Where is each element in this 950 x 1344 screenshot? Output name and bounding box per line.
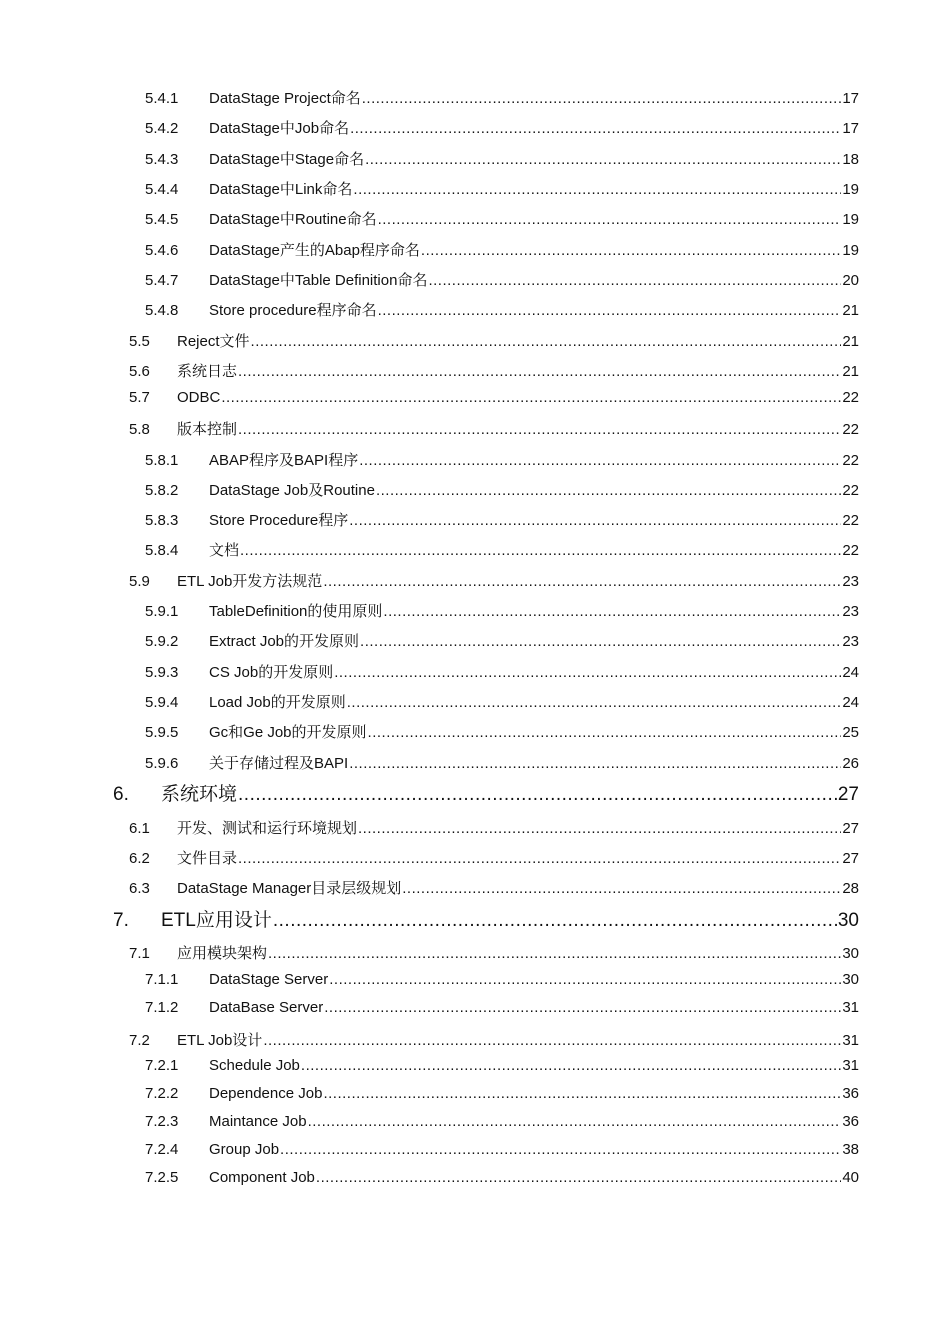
- toc-page-number: 18: [842, 151, 859, 168]
- toc-page-number: 19: [842, 211, 859, 228]
- toc-number: 5.9.5: [145, 724, 179, 741]
- toc-title: ODBC: [177, 389, 221, 406]
- dot-leader: [349, 755, 841, 772]
- toc-title: Schedule Job: [209, 1057, 300, 1074]
- toc-title: Extract Job的开发原则: [209, 633, 360, 650]
- toc-page-number: 21: [842, 363, 859, 380]
- toc-title: DataStage中Stage命名: [209, 151, 365, 168]
- dot-leader: [383, 603, 841, 620]
- toc-title: Group Job: [209, 1141, 280, 1158]
- toc-number: 7.2.2: [145, 1085, 179, 1102]
- toc-entry-5-9-3[interactable]: [145, 661, 859, 682]
- toc-entry-5-9-1[interactable]: [145, 600, 859, 621]
- toc-page-number: 31: [842, 999, 859, 1016]
- dot-leader: [350, 120, 841, 137]
- toc-number: 5.9: [129, 573, 150, 590]
- toc-page-number: 24: [842, 694, 859, 711]
- toc-number: 7.1.1: [145, 971, 179, 988]
- toc-page-number: 23: [842, 573, 859, 590]
- toc-title: Component Job: [209, 1169, 315, 1186]
- toc-entry-7-2-3[interactable]: [145, 1113, 859, 1130]
- toc-title: DataStage中Routine命名: [209, 211, 377, 228]
- toc-number: 5.8.3: [145, 512, 179, 529]
- toc-number: 7.: [113, 910, 129, 931]
- toc-number: 5.5: [129, 333, 150, 350]
- toc-title: Store procedure程序命名: [209, 302, 377, 319]
- toc-entry-5-8-2[interactable]: [145, 479, 859, 500]
- toc-number: 5.9.1: [145, 603, 179, 620]
- dot-leader: [263, 1032, 841, 1049]
- toc-title: 开发、测试和运行环境规划: [177, 820, 358, 837]
- toc-page-number: 26: [842, 755, 859, 772]
- toc-number: 6.: [113, 784, 129, 805]
- toc-page-number: 21: [842, 302, 859, 319]
- toc-title: TableDefinition的使用原则: [209, 603, 383, 620]
- dot-leader: [301, 1057, 841, 1074]
- toc-entry-5-8-4[interactable]: [145, 539, 859, 560]
- toc-title: DataStage产生的Abap程序命名: [209, 242, 420, 259]
- dot-leader: [347, 694, 842, 711]
- toc-entry-5-4-1[interactable]: [145, 87, 859, 108]
- toc-entry-5-4-4[interactable]: [145, 178, 859, 199]
- toc-entry-5-4-2[interactable]: [145, 117, 859, 138]
- toc-entry-7[interactable]: [113, 905, 859, 932]
- toc-title: 文档: [209, 542, 240, 559]
- toc-entry-7-2-2[interactable]: [145, 1085, 859, 1102]
- dot-leader: [238, 363, 841, 380]
- dot-leader: [316, 1169, 841, 1186]
- toc-title: DataStage Server: [209, 971, 329, 988]
- toc-page-number: 27: [842, 850, 859, 867]
- toc-title: Dependence Job: [209, 1085, 323, 1102]
- dot-leader: [324, 999, 841, 1016]
- toc-page-number: 20: [842, 272, 859, 289]
- toc-number: 5.9.2: [145, 633, 179, 650]
- toc-number: 5.9.6: [145, 755, 179, 772]
- toc-page-number: 22: [842, 389, 859, 406]
- toc-number: 7.2.4: [145, 1141, 179, 1158]
- dot-leader: [323, 1085, 841, 1102]
- toc-page-number: 21: [842, 333, 859, 350]
- toc-page-number: 25: [842, 724, 859, 741]
- toc-number: 5.8: [129, 421, 150, 438]
- toc-number: 5.4.7: [145, 272, 179, 289]
- dot-leader: [353, 181, 841, 198]
- toc-title: DataStage中Link命名: [209, 181, 353, 198]
- toc-title: CS Job的开发原则: [209, 664, 334, 681]
- toc-page-number: 30: [842, 945, 859, 962]
- toc-entry-6-3[interactable]: [129, 877, 859, 898]
- toc-number: 7.2.1: [145, 1057, 179, 1074]
- dot-leader: [329, 971, 841, 988]
- toc-entry-5-9-5[interactable]: [145, 721, 859, 742]
- toc-page-number: 19: [842, 181, 859, 198]
- toc-entry-5-5[interactable]: [129, 330, 859, 351]
- toc-page-number: 17: [842, 90, 859, 107]
- toc-page-number: 28: [842, 880, 859, 897]
- dot-leader: [365, 151, 841, 168]
- dot-leader: [334, 664, 841, 681]
- toc-number: 5.4.2: [145, 120, 179, 137]
- toc-page-number: 22: [842, 452, 859, 469]
- toc-page-number: 19: [842, 242, 859, 259]
- toc-entry-5-6[interactable]: [129, 360, 859, 381]
- toc-entry-5-4-3[interactable]: [145, 148, 859, 169]
- toc-number: 5.8.1: [145, 452, 179, 469]
- toc-number: 5.6: [129, 363, 150, 380]
- toc-number: 5.4.6: [145, 242, 179, 259]
- dot-leader: [378, 302, 842, 319]
- dot-leader: [359, 452, 841, 469]
- toc-entry-5-4-6[interactable]: [145, 239, 859, 260]
- toc-entry-7-2-4[interactable]: [145, 1141, 859, 1158]
- toc-page-number: 23: [842, 603, 859, 620]
- toc-title: 系统日志: [177, 363, 238, 380]
- toc-title: Load Job的开发原则: [209, 694, 346, 711]
- toc-title: ABAP程序及BAPI程序: [209, 452, 359, 469]
- toc-title: ETL Job设计: [177, 1032, 263, 1049]
- toc-entry-6-2[interactable]: [129, 847, 859, 868]
- toc-number: 6.3: [129, 880, 150, 897]
- toc-title: DataStage中Table Definition命名: [209, 272, 428, 289]
- toc-page-number: 17: [842, 120, 859, 137]
- toc-title: 关于存储过程及BAPI: [209, 755, 349, 772]
- toc-number: 5.4.3: [145, 151, 179, 168]
- dot-leader: [428, 272, 841, 289]
- toc-page-number: 36: [842, 1113, 859, 1130]
- toc-entry-5-8-3[interactable]: [145, 509, 859, 530]
- toc-entry-5-9-4[interactable]: [145, 691, 859, 712]
- toc-page-number: 23: [842, 633, 859, 650]
- toc-entry-5-9[interactable]: [129, 570, 859, 591]
- toc-entry-7-2[interactable]: [129, 1029, 859, 1050]
- toc-page-number: 40: [842, 1169, 859, 1186]
- toc-number: 5.9.4: [145, 694, 179, 711]
- toc-number: 5.7: [129, 389, 150, 406]
- toc-title: ETL应用设计: [161, 910, 272, 931]
- toc-title: Maintance Job: [209, 1113, 307, 1130]
- toc-title: ETL Job开发方法规范: [177, 573, 323, 590]
- toc-number: 6.2: [129, 850, 150, 867]
- toc-title: 系统环境: [161, 784, 238, 805]
- toc-page-number: 22: [842, 482, 859, 499]
- toc-page-number: 22: [842, 512, 859, 529]
- toc-number: 6.1: [129, 820, 150, 837]
- dot-leader: [308, 1113, 842, 1130]
- toc-title: DataStage Job及Routine: [209, 482, 375, 499]
- toc-entry-7-1-2[interactable]: [145, 999, 859, 1016]
- dot-leader: [323, 573, 841, 590]
- toc-number: 7.2: [129, 1032, 150, 1049]
- toc-entry-5-4-8[interactable]: [145, 299, 859, 320]
- toc-number: 7.2.5: [145, 1169, 179, 1186]
- toc-title: DataStage Manager目录层级规划: [177, 880, 402, 897]
- toc-page-number: 30: [842, 971, 859, 988]
- dot-leader: [378, 211, 842, 228]
- toc-entry-5-4-5[interactable]: [145, 208, 859, 229]
- toc-entry-5-8[interactable]: [129, 418, 859, 439]
- toc-title: DataStage中Job命名: [209, 120, 350, 137]
- toc-number: 5.8.4: [145, 542, 179, 559]
- toc-number: 7.2.3: [145, 1113, 179, 1130]
- toc-entry-5-7[interactable]: [129, 389, 859, 406]
- dot-leader: [280, 1141, 841, 1158]
- toc-entry-7-1[interactable]: [129, 942, 859, 963]
- toc-page-number: 38: [842, 1141, 859, 1158]
- toc-title: 文件目录: [177, 850, 238, 867]
- toc-title: DataBase Server: [209, 999, 324, 1016]
- dot-leader: [221, 389, 841, 406]
- toc-number: 5.8.2: [145, 482, 179, 499]
- toc-number: 5.4.5: [145, 211, 179, 228]
- toc-title: DataStage Project命名: [209, 90, 361, 107]
- toc-title: Gc和Ge Job的开发原则: [209, 724, 367, 741]
- toc-title: 应用模块架构: [177, 945, 268, 962]
- dot-leader: [360, 633, 841, 650]
- toc-entry-5-4-7[interactable]: [145, 269, 859, 290]
- toc-entry-5-9-2[interactable]: [145, 630, 859, 651]
- toc-page-number: 31: [842, 1032, 859, 1049]
- toc-entry-7-2-1[interactable]: [145, 1057, 859, 1074]
- dot-leader: [368, 724, 842, 741]
- toc-entry-6-1[interactable]: [129, 817, 859, 838]
- toc-page-number: 30: [837, 910, 859, 931]
- toc-page-number: 22: [842, 421, 859, 438]
- toc-number: 5.9.3: [145, 664, 179, 681]
- dot-leader: [376, 482, 841, 499]
- toc-entry-5-9-6[interactable]: [145, 752, 859, 773]
- toc-number: 7.1: [129, 945, 150, 962]
- dot-leader: [251, 333, 842, 350]
- dot-leader: [238, 850, 841, 867]
- dot-leader: [421, 242, 841, 259]
- toc-number: 5.4.8: [145, 302, 179, 319]
- dot-leader: [238, 421, 841, 438]
- toc-page-number: 27: [837, 784, 859, 805]
- toc-page-number: 22: [842, 542, 859, 559]
- dot-leader: [268, 945, 841, 962]
- toc-number: 5.4.1: [145, 90, 179, 107]
- dot-leader: [362, 90, 842, 107]
- toc-number: 5.4.4: [145, 181, 179, 198]
- toc-entry-7-1-1[interactable]: [145, 971, 859, 988]
- toc-entry-7-2-5[interactable]: [145, 1169, 859, 1186]
- dot-leader: [273, 910, 837, 932]
- toc-page-number: 36: [842, 1085, 859, 1102]
- dot-leader: [240, 542, 841, 559]
- dot-leader: [358, 820, 841, 837]
- toc-entry-6[interactable]: [113, 779, 859, 806]
- dot-leader: [402, 880, 841, 897]
- toc-page-number: 31: [842, 1057, 859, 1074]
- dot-leader: [238, 784, 837, 806]
- toc-title: 版本控制: [177, 421, 238, 438]
- toc-title: Store Procedure程序: [209, 512, 349, 529]
- toc-page-number: 24: [842, 664, 859, 681]
- toc-page-number: 27: [842, 820, 859, 837]
- dot-leader: [349, 512, 841, 529]
- toc-number: 7.1.2: [145, 999, 179, 1016]
- toc-title: Reject文件: [177, 333, 250, 350]
- toc-entry-5-8-1[interactable]: [145, 449, 859, 470]
